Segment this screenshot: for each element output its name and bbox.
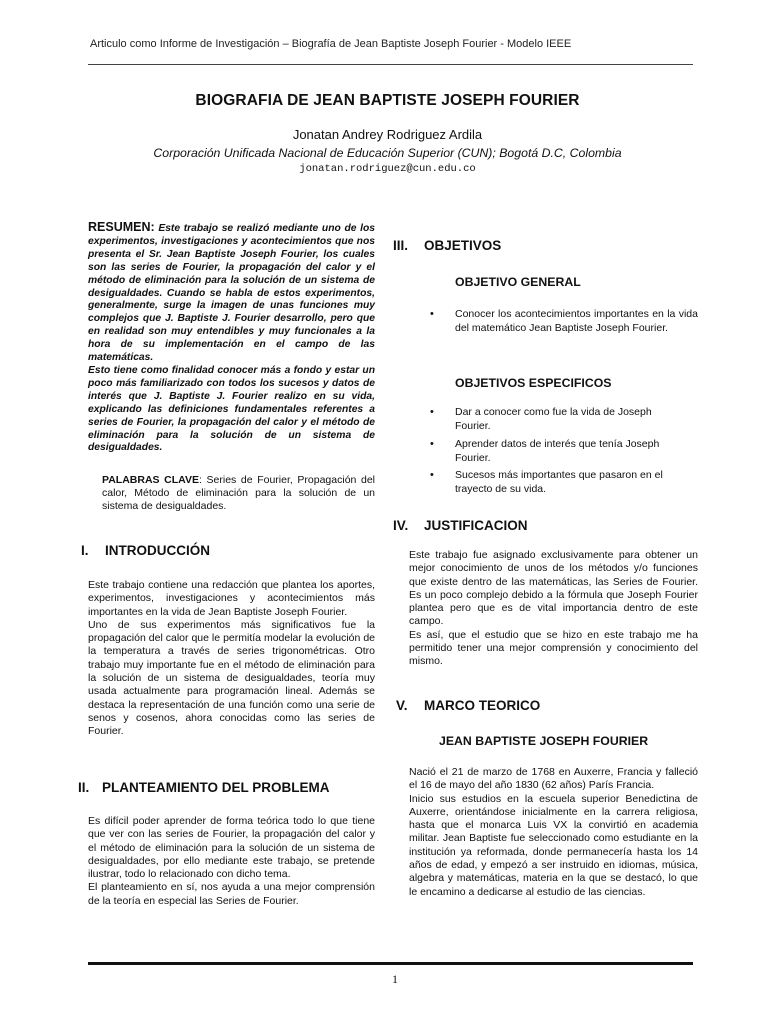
- problem-text: [88, 815, 375, 908]
- section-number: II.: [78, 780, 90, 795]
- subsection-heading-specific: OBJETIVOS ESPECIFICOS: [455, 376, 612, 390]
- header-rule: [88, 64, 693, 65]
- author-affiliation: Corporación Unificada Nacional de Educación Superior (CUN); Bogotá D.C, Colombia: [153, 146, 622, 160]
- list-item: • Sucesos más importantes que pasaron en el trayecto de su vida.: [393, 468, 683, 496]
- abstract-text-2: Esto tiene como finalidad conocer más a fondo y estar un poco más familiarizado con todos los sucesos y datos de interés que J. Baptiste J. Fourier realizo en su vida, explicando las definiciones fundamentales referentes a series de Fourier, la propagación del calor y el método de eliminación para la solución de un sistema de desigualdades.: [88, 364, 375, 454]
- paragraph: Este trabajo contiene una redacción que plantea los aportes, experimentos, investigaciones y acontecimientos más importantes en la vida de Jean Baptiste Joseph Fourier.: [88, 579, 375, 618]
- paragraph: Este trabajo fue asignado exclusivamente para obtener un mejor conocimiento de unos de los métodos y/o funciones que existe dentro de las matemáticas, las Series de Fourier. Es un poco complejo debido a la fórmula que Joseph Fourier plantea pero que es de vital importancia dentro de este campo.: [409, 549, 698, 628]
- section-title: PLANTEAMIENTO DEL PROBLEMA: [102, 780, 330, 795]
- paragraph: Inicio sus estudios en la escuela superior Benedictina de Auxerre, orientándose inicialmente en la carrera religiosa, hasta que el monarca Luis VX la convirtió en academia militar. Jean Baptiste fue seleccionado como estudiante en la institución ya reformada, donde permanecería hasta los 14 años de edad, y empezó a ser instruido en idiomas, música, algebra y matemáticas, materia en la que se destacó, lo que le encamino a dedicarse al estudio de las ciencias.: [409, 792, 698, 898]
- paragraph: Nació el 21 de marzo de 1768 en Auxerre, Francia y falleció el 16 de mayo del año 1830 (62 años) París Francia.: [409, 766, 698, 792]
- keywords: [102, 474, 375, 513]
- list-item: • Aprender datos de interés que tenía Joseph Fourier.: [393, 437, 683, 465]
- justification-text: [409, 549, 698, 669]
- section-title: MARCO TEORICO: [424, 698, 541, 713]
- list-item: • Dar a conocer como fue la vida de Joseph Fourier.: [393, 405, 683, 433]
- paper-title: BIOGRAFIA DE JEAN BAPTISTE JOSEPH FOURIER: [195, 92, 580, 109]
- section-heading-problem: [78, 780, 330, 795]
- theory-text: [409, 766, 698, 899]
- author-name: Jonatan Andrey Rodriguez Ardila: [292, 127, 483, 142]
- section-heading-objectives: [393, 238, 501, 253]
- section-heading-theory: [396, 698, 540, 713]
- abstract-label: RESUMEN:: [88, 220, 155, 234]
- section-heading-justification: [393, 518, 528, 533]
- keywords-label: PALABRAS CLAVE: [102, 474, 199, 486]
- section-number: V.: [396, 698, 408, 713]
- section-heading-intro: [81, 543, 210, 558]
- author-email: jonatan.rodriguez@cun.edu.co: [299, 163, 476, 175]
- section-number: I.: [81, 543, 89, 558]
- general-objectives-list: [393, 307, 698, 339]
- subsection-heading-biography: JEAN BAPTISTE JOSEPH FOURIER: [439, 734, 649, 748]
- paragraph: Uno de sus experimentos más significativos fue la propagación del calor que le permitía modelar la evolución de la temperatura a través de series trigonométricas. Otro trabajo muy importante fue en el método de eliminación para la solución de un sistema de desigualdades, teoría muy usada actualmente para programación lineal. Además se destaca la representación de una función como una serie de senos y cosenos, ahora conocidas como las series de Fourier.: [88, 618, 375, 738]
- subsection-heading-general: OBJETIVO GENERAL: [455, 275, 581, 289]
- page-number: 1: [392, 972, 398, 986]
- running-head: Articulo como Informe de Investigación – Biografía de Jean Baptiste Joseph Fourier - Modelo IEEE: [90, 38, 572, 50]
- paragraph: El planteamiento en sí, nos ayuda a una mejor comprensión de la teoría en especial las Series de Fourier.: [88, 881, 375, 907]
- intro-text: [88, 579, 375, 739]
- section-title: OBJETIVOS: [424, 238, 502, 253]
- section-number: III.: [393, 238, 409, 253]
- section-title: INTRODUCCIÓN: [105, 543, 210, 558]
- list-item: • Conocer los acontecimientos importantes en la vida del matemático Jean Baptiste Joseph Fourier.: [393, 307, 698, 335]
- paragraph: Es difícil poder aprender de forma teórica todo lo que tiene que ver con las series de Fourier, la propagación del calor y el método de eliminación para la solución de un sistema de desigualdades, por ello mediante este trabajo, se pretende ilustrar, todo lo relacionado con dicho tema.: [88, 815, 375, 881]
- section-number: IV.: [393, 518, 409, 533]
- specific-objectives-list: [393, 405, 683, 500]
- keywords-text: : Series de Fourier, Propagación del calor, Método de eliminación para la solución de un sistema de desigualdades.: [102, 474, 375, 512]
- footer-rule: [88, 962, 693, 965]
- abstract: [88, 221, 375, 455]
- paragraph: Es así, que el estudio que se hizo en este trabajo me ha permitido tener una mejor comprensión y conocimiento del mismo.: [409, 628, 698, 668]
- section-title: JUSTIFICACION: [424, 518, 528, 533]
- abstract-text: Este trabajo se realizó mediante uno de los experimentos, investigaciones y acontecimientos que nos presenta el Sr. Jean Baptiste Joseph Fourier, los cuales son las series de Fourier, la propagación del calor y el método de eliminación para la solución de un sistema de desigualdades. Cuando se habla de estos experimentos, generalmente, surge la imagen de unas funciones muy complejos que J. Baptiste J. Fourier desarrollo, pero que en realidad son muy entendibles y muy funcionales a la hora de su implementación en el campo de las matemáticas.: [88, 223, 375, 364]
